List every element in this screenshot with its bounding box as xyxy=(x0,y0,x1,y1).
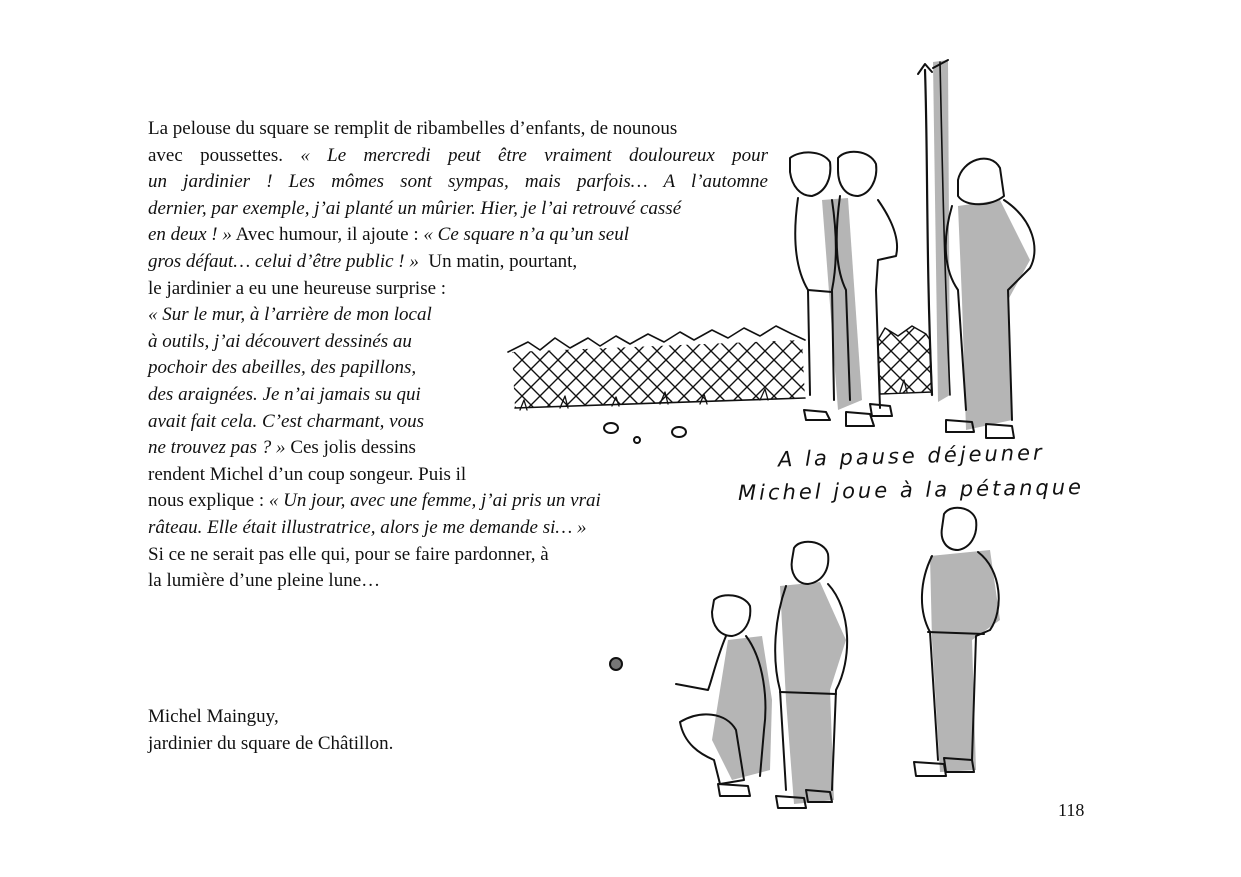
caption-line-1: A la pause déjeuner xyxy=(777,440,1045,472)
standing-player-figure xyxy=(775,542,847,808)
text-run: Un matin, pourtant, xyxy=(428,250,578,272)
smiling-man-figure xyxy=(914,508,1000,776)
hooded-man-figure xyxy=(946,159,1035,438)
text-run: Ces jolis dessins xyxy=(290,437,416,459)
quote-run: à outils, j’ai découvert dessinés au xyxy=(148,330,412,352)
quote-run: des araignées. Je n’ai jamais su qui xyxy=(148,383,421,405)
text-run: rendent Michel d’un coup songeur. Puis il xyxy=(148,463,467,485)
quote-run: avait fait cela. C’est charmant, vous xyxy=(148,410,424,432)
crouching-player-figure xyxy=(610,595,772,796)
text-run: avec poussettes. xyxy=(148,144,283,166)
text-run: nous explique : xyxy=(148,490,265,512)
quote-run: pochoir des abeilles, des papillons, xyxy=(148,357,417,379)
signature-role: jardinier du square de Châtillon. xyxy=(148,733,394,754)
quote-run: « Un jour, avec une femme, j’ai pris un vrai xyxy=(268,490,601,512)
page-number: 118 xyxy=(1058,800,1085,820)
quote-run: « Ce square n’a qu’un seul xyxy=(423,224,630,246)
signature-name: Michel Mainguy, xyxy=(148,706,279,727)
caption-line-2: Michel joue à la pétanque xyxy=(737,474,1085,506)
text-run: la lumière d’une pleine lune… xyxy=(148,570,381,592)
quote-run: ne trouvez pas ? » xyxy=(148,437,286,459)
text-run: le jardinier a eu une heureuse surprise : xyxy=(148,277,447,299)
text-run: La pelouse du square se remplit de ribambelles d’enfants, de nounous xyxy=(148,118,678,139)
quote-run: râteau. Elle était illustratrice, alors je me demande si… » xyxy=(148,516,587,538)
quote-run: « Sur le mur, à l’arrière de mon local xyxy=(148,304,432,326)
quote-run: en deux ! » xyxy=(148,224,232,246)
text-run: Si ce ne serait pas elle qui, pour se faire pardonner, à xyxy=(148,543,549,565)
quote-run: « Le mercredi peut être vraiment douloureux pour xyxy=(300,144,769,166)
quote-run: dernier, par exemple, j’ai planté un mûrier. Hier, je l’ai retrouvé cassé xyxy=(148,197,682,219)
text-run: Avec humour, il ajoute : xyxy=(235,224,419,246)
quote-run: un jardinier ! Les mômes sont sympas, mais parfois… A l’automne xyxy=(148,171,768,193)
quote-run: gros défaut… celui d’être public ! » xyxy=(148,250,419,272)
